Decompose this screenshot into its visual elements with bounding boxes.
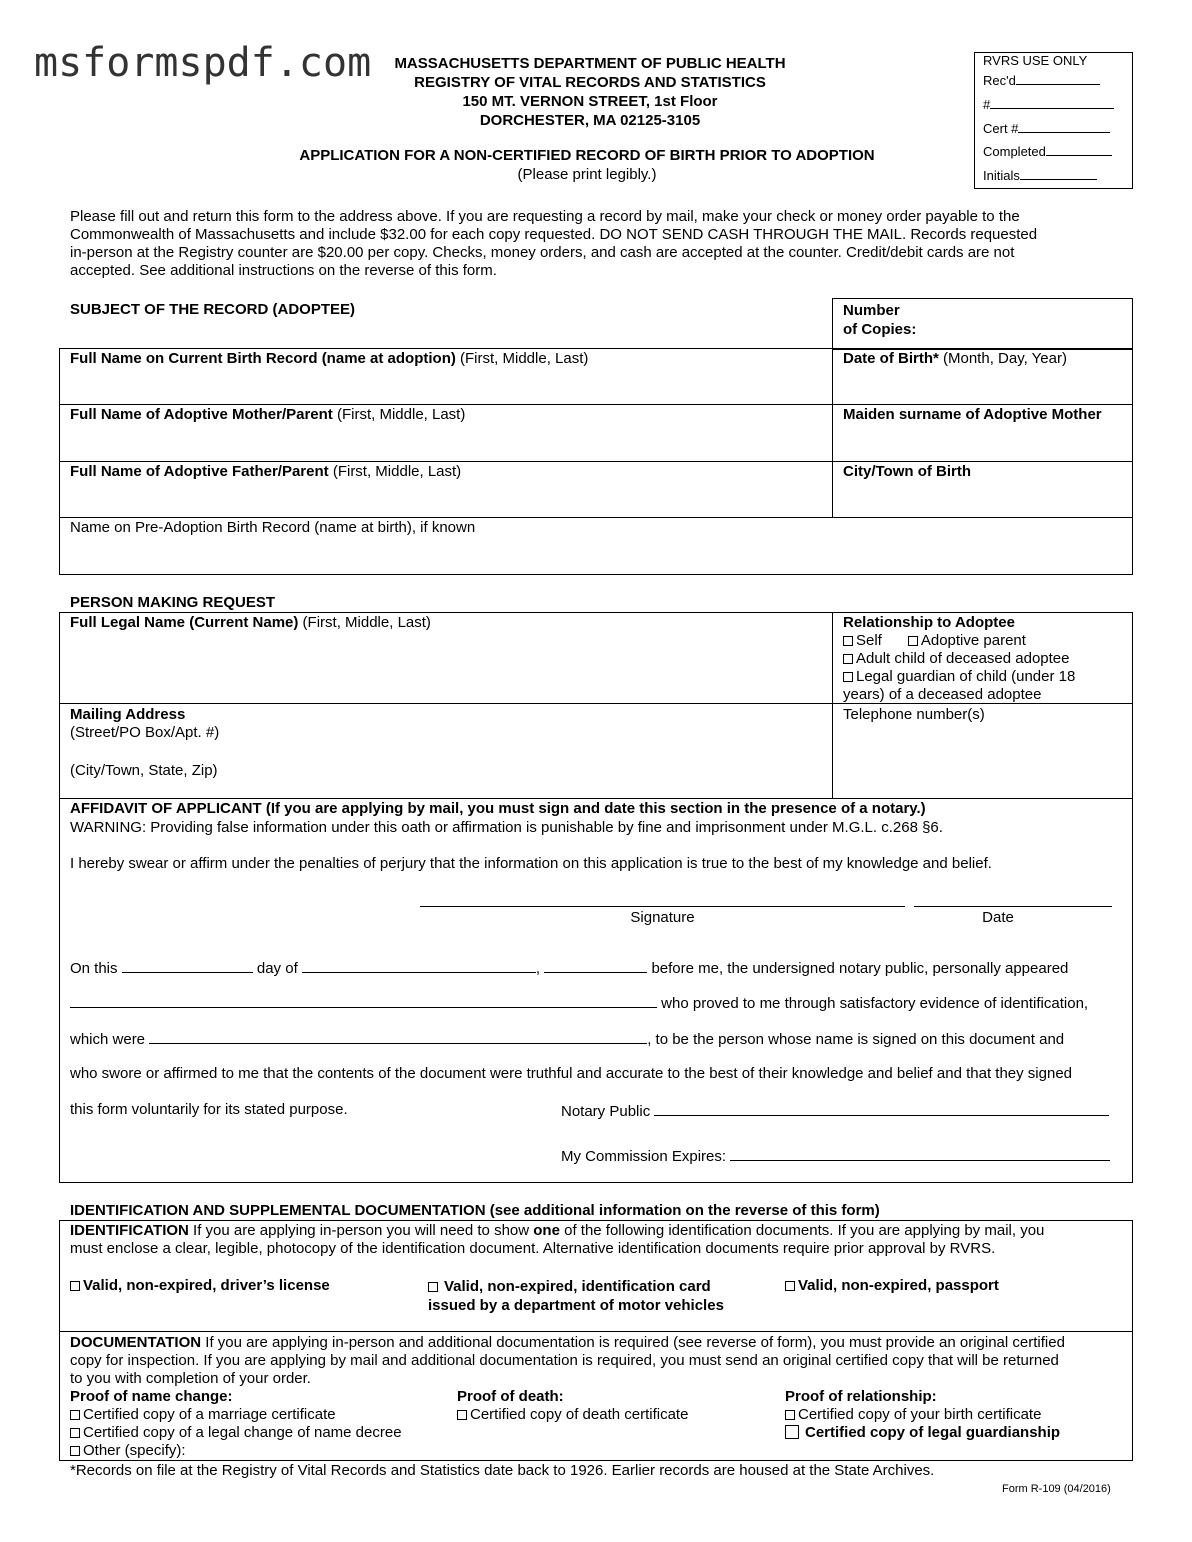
- proof-relationship-label: Proof of relationship:: [785, 1388, 937, 1405]
- name-change-decree-label: Certified copy of a legal change of name decree: [83, 1424, 402, 1441]
- mother-hint: (First, Middle, Last): [332, 406, 466, 423]
- mailing-label: Mailing Address: [70, 706, 186, 723]
- identification-heading: IDENTIFICATION AND SUPPLEMENTAL DOCUMENTATION (see additional information on the reverse of this form): [70, 1202, 880, 1219]
- notary-year-blank[interactable]: [544, 958, 647, 973]
- proof-relationship-group: [785, 1388, 1060, 1442]
- notary-day-blank[interactable]: [122, 958, 253, 973]
- signature-line[interactable]: [420, 906, 905, 907]
- id-card-label: Valid, non-expired, identification card: [444, 1278, 711, 1295]
- affidavit-heading: AFFIDAVIT OF APPLICANT (If you are applying by mail, you must sign and date this section in the presence of a notary.): [70, 800, 926, 817]
- notary-month-blank[interactable]: [302, 958, 536, 973]
- adoptee-name-field[interactable]: [70, 350, 820, 402]
- drivers-license-checkbox[interactable]: [70, 1277, 330, 1294]
- header-line-4: DORCHESTER, MA 02125-3105: [479, 112, 701, 129]
- divider: [59, 1331, 1133, 1332]
- divider: [832, 612, 833, 798]
- rvrs-initials-label: Initials: [983, 168, 1020, 183]
- intro-line-3: in-person at the Registry counter are $20.00 per copy. Checks, money orders, and cash are accepted at the counter. Credit/debit cards are not: [70, 244, 1015, 261]
- affidavit-oath: I hereby swear or affirm under the penalties of perjury that the information on this application is true to the best of my knowledge and belief.: [70, 855, 992, 872]
- form-number: Form R-109 (04/2016): [1002, 1483, 1111, 1495]
- adult-child-option-label: Adult child of deceased adoptee: [856, 650, 1070, 667]
- city-of-birth-field[interactable]: [843, 463, 1128, 515]
- birth-certificate-checkbox[interactable]: [785, 1406, 1060, 1424]
- identification-text-b: of the following identification documents. If you are applying by mail, you: [559, 1222, 1045, 1239]
- id-card-label-cont: issued by a department of motor vehicles: [428, 1297, 724, 1314]
- notary-public-label: Notary Public: [561, 1103, 651, 1120]
- subject-heading: SUBJECT OF THE RECORD (ADOPTEE): [70, 301, 356, 318]
- date-of-birth-field[interactable]: [843, 350, 1128, 402]
- commission-blank[interactable]: [730, 1146, 1110, 1161]
- day-of-label: day of: [256, 960, 298, 977]
- rvrs-cert-field: [983, 118, 1110, 136]
- notary-line-4: who swore or affirmed to me that the contents of the document were truthful and accurate to the best of their knowledge and belief and that they signed: [70, 1065, 1072, 1082]
- divider: [59, 798, 1133, 799]
- proof-name-change-label: Proof of name change:: [70, 1388, 233, 1405]
- dob-label: Date of Birth*: [843, 350, 939, 367]
- identification-one: one: [533, 1222, 560, 1239]
- notary-line-2: [70, 993, 1088, 1012]
- notary-line-5: this form voluntarily for its stated purpose.: [70, 1101, 348, 1118]
- documentation-line-1: If you are applying in-person and additional documentation is required (see reverse of form), you must provide an original certified: [201, 1334, 1065, 1351]
- proof-death-group: [457, 1388, 688, 1424]
- street-hint: (Street/PO Box/Apt. #): [70, 724, 220, 741]
- drivers-license-label: Valid, non-expired, driver’s license: [83, 1277, 330, 1294]
- commission-field: [561, 1146, 1110, 1165]
- adoptive-parent-checkbox[interactable]: [908, 632, 1026, 649]
- proof-name-change-group: [70, 1388, 402, 1460]
- adoptive-parent-option-label: Adoptive parent: [920, 632, 1026, 649]
- intro-line-1: Please fill out and return this form to the address above. If you are requesting a record by mail, make your check or money order payable to the: [70, 208, 1020, 225]
- rvrs-recd-field: [983, 70, 1100, 88]
- relationship-label: Relationship to Adoptee: [843, 614, 1015, 631]
- rvrs-number-label: #: [983, 97, 991, 112]
- identification-text: [70, 1222, 1044, 1258]
- rvrs-initials-field: [983, 165, 1097, 183]
- watermark-logo: msformspdf.com: [34, 40, 372, 86]
- mother-label: Full Name of Adoptive Mother/Parent: [70, 406, 333, 423]
- copies-label-line-1: Number: [843, 302, 900, 319]
- documentation-text: [70, 1334, 1065, 1388]
- maiden-surname-label: Maiden surname of Adoptive Mother: [843, 406, 1102, 423]
- adoptee-name-label: Full Name on Current Birth Record (name at adoption): [70, 350, 456, 367]
- intro-line-4: accepted. See additional instructions on the reverse of this form.: [70, 262, 497, 279]
- divider: [832, 348, 833, 518]
- date-line[interactable]: [914, 906, 1112, 907]
- death-certificate-checkbox[interactable]: [457, 1406, 688, 1424]
- to-be-text: , to be the person whose name is signed on this document and: [647, 1031, 1065, 1048]
- father-label: Full Name of Adoptive Father/Parent: [70, 463, 329, 480]
- identification-text-line-2: must enclose a clear, legible, photocopy of the identification document. Alternative identification documents require prior approval by RVRS.: [70, 1240, 996, 1257]
- rvrs-number-field: [983, 94, 1114, 112]
- which-were-label: which were: [70, 1031, 146, 1048]
- intro-line-2: Commonwealth of Massachusetts and include $32.00 for each copy requested. DO NOT SEND CASH THROUGH THE MAIL. Records requested: [70, 226, 1038, 243]
- name-change-decree-checkbox[interactable]: [70, 1424, 402, 1442]
- date-label: Date: [982, 909, 1014, 926]
- guardianship-checkbox[interactable]: [785, 1424, 1060, 1442]
- header-line-3: 150 MT. VERNON STREET, 1st Floor: [462, 93, 718, 110]
- requester-heading: PERSON MAKING REQUEST: [70, 594, 276, 611]
- intro-paragraph: [70, 208, 1037, 280]
- copies-label-line-2: of Copies:: [843, 321, 917, 338]
- marriage-certificate-label: Certified copy of a marriage certificate: [83, 1406, 336, 1423]
- passport-checkbox[interactable]: [785, 1277, 999, 1294]
- relationship-group: [843, 614, 1128, 704]
- city-of-birth-label: City/Town of Birth: [843, 463, 972, 480]
- dob-hint: (Month, Day, Year): [938, 350, 1067, 367]
- records-footnote: *Records on file at the Registry of Vital Records and Statistics date back to 1926. Earlier records are housed at the State Archives.: [70, 1462, 935, 1479]
- before-me-text: before me, the undersigned notary public, personally appeared: [651, 960, 1069, 977]
- agency-header: [330, 54, 850, 130]
- header-line-1: MASSACHUSETTS DEPARTMENT OF PUBLIC HEALTH: [394, 55, 786, 72]
- notary-public-field: [561, 1101, 1109, 1120]
- guardianship-label: Certified copy of legal guardianship: [805, 1424, 1061, 1441]
- pre-adoption-label: Name on Pre-Adoption Birth Record (name at birth), if known: [70, 519, 476, 536]
- signature-label: Signature: [630, 909, 695, 926]
- documentation-line-3: to you with completion of your order.: [70, 1370, 311, 1387]
- legal-name-hint: (First, Middle, Last): [298, 614, 431, 631]
- telephone-label: Telephone number(s): [843, 706, 985, 723]
- id-card-checkbox[interactable]: [428, 1277, 724, 1315]
- legal-guardian-checkbox[interactable]: [843, 668, 1128, 686]
- other-specify-label: Other (specify):: [83, 1442, 186, 1459]
- rvrs-completed-label: Completed: [983, 144, 1046, 159]
- identification-text-a: If you are applying in-person you will need to show: [188, 1222, 534, 1239]
- affidavit-warning: WARNING: Providing false information under this oath or affirmation is punishable by fine and imprisonment under M.G.L. c.268 §6.: [70, 819, 943, 836]
- appeared-name-blank[interactable]: [70, 993, 657, 1008]
- commission-label: My Commission Expires:: [561, 1148, 727, 1165]
- other-specify-checkbox[interactable]: [70, 1442, 402, 1460]
- legal-guardian-option-label-cont: years) of a deceased adoptee: [843, 686, 1042, 703]
- rvrs-title: RVRS USE ONLY: [983, 53, 1088, 68]
- birth-certificate-label: Certified copy of your birth certificate: [798, 1406, 1042, 1423]
- form-title: APPLICATION FOR A NON-CERTIFIED RECORD OF BIRTH PRIOR TO ADOPTION: [299, 147, 875, 164]
- self-checkbox[interactable]: [843, 632, 882, 649]
- adoptive-father-field[interactable]: [70, 463, 820, 515]
- on-this-label: On this: [70, 960, 118, 977]
- identification-blank[interactable]: [149, 1029, 647, 1044]
- rvrs-recd-label: Rec'd: [983, 73, 1016, 88]
- divider: [59, 517, 1133, 518]
- marriage-certificate-checkbox[interactable]: [70, 1406, 402, 1424]
- documentation-line-2: copy for inspection. If you are applying by mail and additional documentation is required, you must send an original certified copy that will be returned: [70, 1352, 1059, 1369]
- adoptee-name-hint: (First, Middle, Last): [455, 350, 589, 367]
- rvrs-completed-field: [983, 141, 1112, 159]
- telephone-field[interactable]: [843, 706, 1128, 796]
- divider: [59, 404, 1133, 405]
- proof-death-label: Proof of death:: [457, 1388, 564, 1405]
- pre-adoption-name-field[interactable]: [70, 519, 1125, 571]
- self-option-label: Self: [856, 632, 882, 649]
- maiden-surname-field[interactable]: [843, 406, 1128, 458]
- copies-label: [843, 301, 916, 339]
- header-line-2: REGISTRY OF VITAL RECORDS AND STATISTICS: [414, 74, 766, 91]
- death-certificate-label: Certified copy of death certificate: [470, 1406, 689, 1423]
- who-proved-text: who proved to me through satisfactory evidence of identification,: [661, 995, 1089, 1012]
- notary-public-blank[interactable]: [654, 1101, 1109, 1116]
- legal-name-label: Full Legal Name (Current Name): [70, 614, 299, 631]
- divider: [59, 461, 1133, 462]
- documentation-label: DOCUMENTATION: [70, 1334, 202, 1351]
- identification-label: IDENTIFICATION: [70, 1222, 189, 1239]
- legal-guardian-option-label: Legal guardian of child (under 18: [856, 668, 1076, 685]
- rvrs-cert-label: Cert #: [983, 121, 1019, 136]
- notary-line-1: On this day of , before me, the undersigned notary public, personally appeared: [70, 960, 1069, 977]
- adult-child-checkbox[interactable]: [843, 650, 1128, 668]
- adoptive-mother-field[interactable]: [70, 406, 820, 458]
- city-state-hint: (City/Town, State, Zip): [70, 762, 218, 779]
- notary-line-3: [70, 1029, 1064, 1048]
- legal-name-field[interactable]: [70, 614, 820, 700]
- mailing-address-field[interactable]: [70, 706, 820, 796]
- passport-label: Valid, non-expired, passport: [798, 1277, 999, 1294]
- form-subtitle: (Please print legibly.): [517, 166, 657, 183]
- father-hint: (First, Middle, Last): [328, 463, 462, 480]
